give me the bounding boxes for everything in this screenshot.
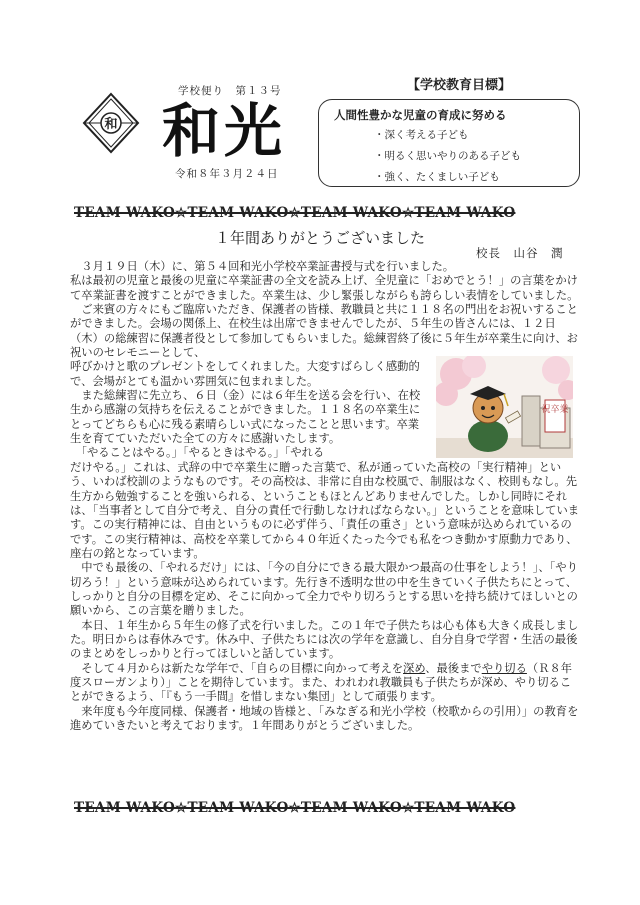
newsletter-title: 和光 [162,97,287,165]
svg-text:和: 和 [104,117,118,132]
goal-item: ・深く考える子ども [374,129,469,141]
principal-name: 校長 山谷 潤 [476,246,564,260]
team-banner-bottom: TEAM WAKO☆TEAM WAKO☆TEAM WAKO☆TEAM WAKO [74,800,516,816]
paragraph: 来年度も今年度同様、保護者・地域の皆様と、「みなぎる和光小学校（校歌からの引用）」の教育を進めていきたいと考えております。１年間ありがとうございました。 [70,704,579,732]
paragraph: だけやる。」これは、式辞の中で卒業生に贈った言葉で、私が通っていた高校の「実行精神」という、いわば校訓のようなものです。その高校は、非常に自由な校風で、制服はなく、校則もなし。先生方から勉強することを強いられる、ということもほとんどありませんでした。しかし同時にそれは、「当事者として自分で考え、自分の責任で行動しなければならない。」ということを意味しています。この実行精神には、自由というものに必ず伴う、「責任の重さ」という意味が込められているのです。この実行精神は、高校を卒業してから４０年近くたった今でも私をつき動かす原動力であり、座右の銘となっています。 [70,460,580,560]
paragraph: ご来賓の方々にもご臨席いただき、保護者の皆様、教職員と共に１１８名の門出をお祝いすることができました。会場の関係上、在校生は出席できませんでしたが、５年生の皆さんには、１２日（木）の総練習に保護者役として参加してもらいました。総練習終了後に５年生が卒業生に向け、お祝いのセレモニーとして、 [70,303,578,360]
paragraph: 呼びかけと歌のプレゼントをしてくれました。大変すばらしく感動的で、会場がとても温かい雰囲気に包まれました。 [70,360,420,388]
education-goal-main: 人間性豊かな児童の育成に努める [334,108,507,122]
paragraph: また総練習に先立ち、６日（金）には６年生を送る会を行い、在校生から感謝の気持ちを伝えることができました。１１８名の卒業生にとってどちらも心に残る素晴らしい式になったことと思います。卒業生を育てていただいた全ての方々に感謝いたします。 [70,389,421,446]
issue-date: 令和８年３月２４日 [175,168,279,180]
issue-number: 学校便り 第１３号 [178,85,282,97]
sign-text: 祝卒業 [541,405,569,415]
article-headline: １年間ありがとうございました [214,229,425,247]
paragraph: 本日、１年生から５年生の修了式を行いました。この１年で子供たちは心も体も大きく成長しました。明日からは春休みです。休み中、子供たちには次の学年を意識し、自分自身で学習・生活の最後のまとめをしっかりと行ってほしいと話しています。 [70,618,579,661]
team-banner-top: TEAM WAKO☆TEAM WAKO☆TEAM WAKO☆TEAM WAKO [74,205,516,221]
paragraph: 私は最初の児童と最後の児童に卒業証書の全文を読み上げ、全児童に「おめでとう！」の言葉をかけて卒業証書を渡すことができました。卒業生は、少し緊張しながらも誇らしい表情をしていました。 [70,274,579,302]
education-goal-heading: 【学校教育目標】 [407,78,512,93]
underlined-text: 深め [403,661,426,675]
school-emblem-icon [81,92,141,154]
paragraph: ３月１９日（木）に、第５４回和光小学校卒業証書授与式を行いました。 [70,260,455,273]
paragraph: そして４月からは新たな学年で、「自らの目標に向かって考えを深め、最後までやり切る（Ｒ８年度スローガンより）」ことを期待しています。また、われわれ教職員も子供たちが深め、やり切ることができるよう、「『もう一手間』を惜しまない集団」として頑張ります。 [70,661,573,704]
paragraph: 中でも最後の、「やれるだけ」には、「今の自分にできる最大限かつ最高の仕事をしよう！」、「やり切ろう！」という意味が込められています。先行き不透明な世の中を生きていく子供たちにとって、しっかりと自分の目標を定め、そこに向かって全力でやり切ろうとする思いを持ち続けてほしいとの願いから、この言葉を贈りました。 [70,561,578,618]
goal-item: ・明るく思いやりのある子ども [374,150,521,162]
underlined-text: やり切る [481,661,527,675]
article-body [70,260,580,733]
goal-item: ・強く、たくましい子ども [374,171,500,183]
paragraph: 「やることはやる。」「やるときはやる。」「やれる [70,446,325,460]
